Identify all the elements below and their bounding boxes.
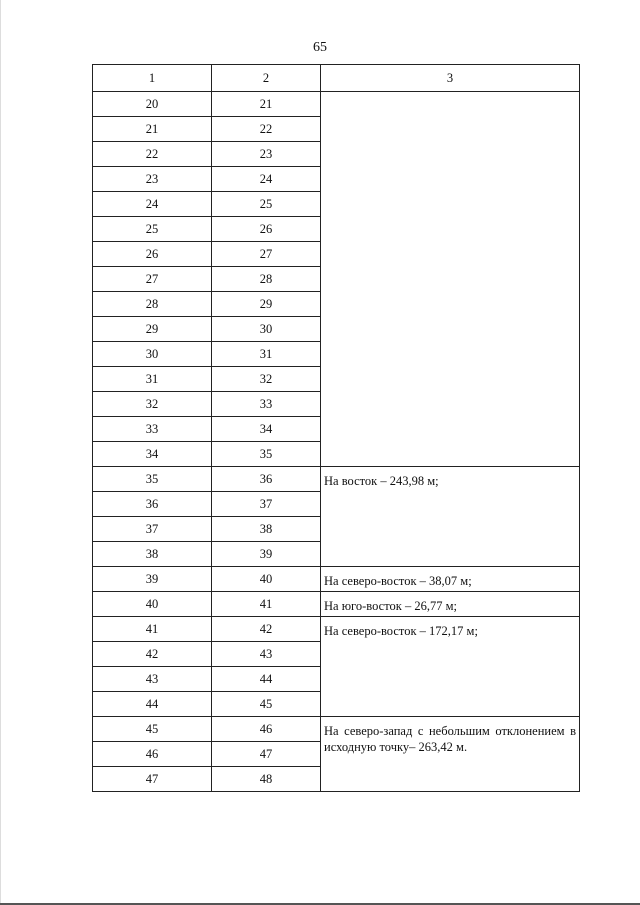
to-point-cell: 39 <box>212 542 321 567</box>
to-point-cell: 45 <box>212 692 321 717</box>
from-point-cell: 39 <box>93 567 212 592</box>
from-point-cell: 46 <box>93 742 212 767</box>
to-point-cell: 40 <box>212 567 321 592</box>
to-point-cell: 30 <box>212 317 321 342</box>
to-point-cell: 27 <box>212 242 321 267</box>
to-point-cell: 34 <box>212 417 321 442</box>
to-point-cell: 26 <box>212 217 321 242</box>
from-point-cell: 28 <box>93 292 212 317</box>
direction-description-cell <box>321 92 580 467</box>
from-point-cell: 37 <box>93 517 212 542</box>
header-col-1: 1 <box>93 65 212 92</box>
table-row <box>93 567 580 592</box>
from-point-cell: 20 <box>93 92 212 117</box>
direction-description-cell: На северо-восток – 172,17 м; <box>321 617 580 717</box>
from-point-cell: 23 <box>93 167 212 192</box>
direction-description-cell: На северо-запад с небольшим отклонением в исходную точку– 263,42 м. <box>321 717 580 792</box>
from-point-cell: 26 <box>93 242 212 267</box>
from-point-cell: 21 <box>93 117 212 142</box>
table-header-row <box>93 65 580 92</box>
to-point-cell: 37 <box>212 492 321 517</box>
to-point-cell: 35 <box>212 442 321 467</box>
to-point-cell: 33 <box>212 392 321 417</box>
from-point-cell: 45 <box>93 717 212 742</box>
from-point-cell: 24 <box>93 192 212 217</box>
from-point-cell: 25 <box>93 217 212 242</box>
from-point-cell: 36 <box>93 492 212 517</box>
to-point-cell: 42 <box>212 617 321 642</box>
to-point-cell: 41 <box>212 592 321 617</box>
to-point-cell: 47 <box>212 742 321 767</box>
page-number: 65 <box>313 40 327 55</box>
from-point-cell: 44 <box>93 692 212 717</box>
direction-description-cell: На восток – 243,98 м; <box>321 467 580 567</box>
to-point-cell: 32 <box>212 367 321 392</box>
direction-description-cell: На юго-восток – 26,77 м; <box>321 592 580 617</box>
from-point-cell: 34 <box>93 442 212 467</box>
to-point-cell: 43 <box>212 642 321 667</box>
table-row <box>93 467 580 492</box>
from-point-cell: 41 <box>93 617 212 642</box>
from-point-cell: 40 <box>93 592 212 617</box>
to-point-cell: 36 <box>212 467 321 492</box>
from-point-cell: 42 <box>93 642 212 667</box>
from-point-cell: 22 <box>93 142 212 167</box>
to-point-cell: 28 <box>212 267 321 292</box>
table-row <box>93 717 580 742</box>
from-point-cell: 35 <box>93 467 212 492</box>
from-point-cell: 43 <box>93 667 212 692</box>
table-row <box>93 92 580 117</box>
from-point-cell: 47 <box>93 767 212 792</box>
to-point-cell: 31 <box>212 342 321 367</box>
from-point-cell: 29 <box>93 317 212 342</box>
from-point-cell: 30 <box>93 342 212 367</box>
to-point-cell: 48 <box>212 767 321 792</box>
to-point-cell: 38 <box>212 517 321 542</box>
scan-left-edge <box>0 0 1 905</box>
to-point-cell: 25 <box>212 192 321 217</box>
to-point-cell: 23 <box>212 142 321 167</box>
to-point-cell: 24 <box>212 167 321 192</box>
to-point-cell: 46 <box>212 717 321 742</box>
from-point-cell: 32 <box>93 392 212 417</box>
to-point-cell: 29 <box>212 292 321 317</box>
to-point-cell: 44 <box>212 667 321 692</box>
table-row <box>93 592 580 617</box>
to-point-cell: 22 <box>212 117 321 142</box>
header-col-2: 2 <box>212 65 321 92</box>
from-point-cell: 38 <box>93 542 212 567</box>
table-row <box>93 617 580 642</box>
boundary-table <box>92 64 580 792</box>
from-point-cell: 27 <box>93 267 212 292</box>
from-point-cell: 31 <box>93 367 212 392</box>
direction-description-cell: На северо-восток – 38,07 м; <box>321 567 580 592</box>
header-col-3: 3 <box>321 65 580 92</box>
to-point-cell: 21 <box>212 92 321 117</box>
from-point-cell: 33 <box>93 417 212 442</box>
